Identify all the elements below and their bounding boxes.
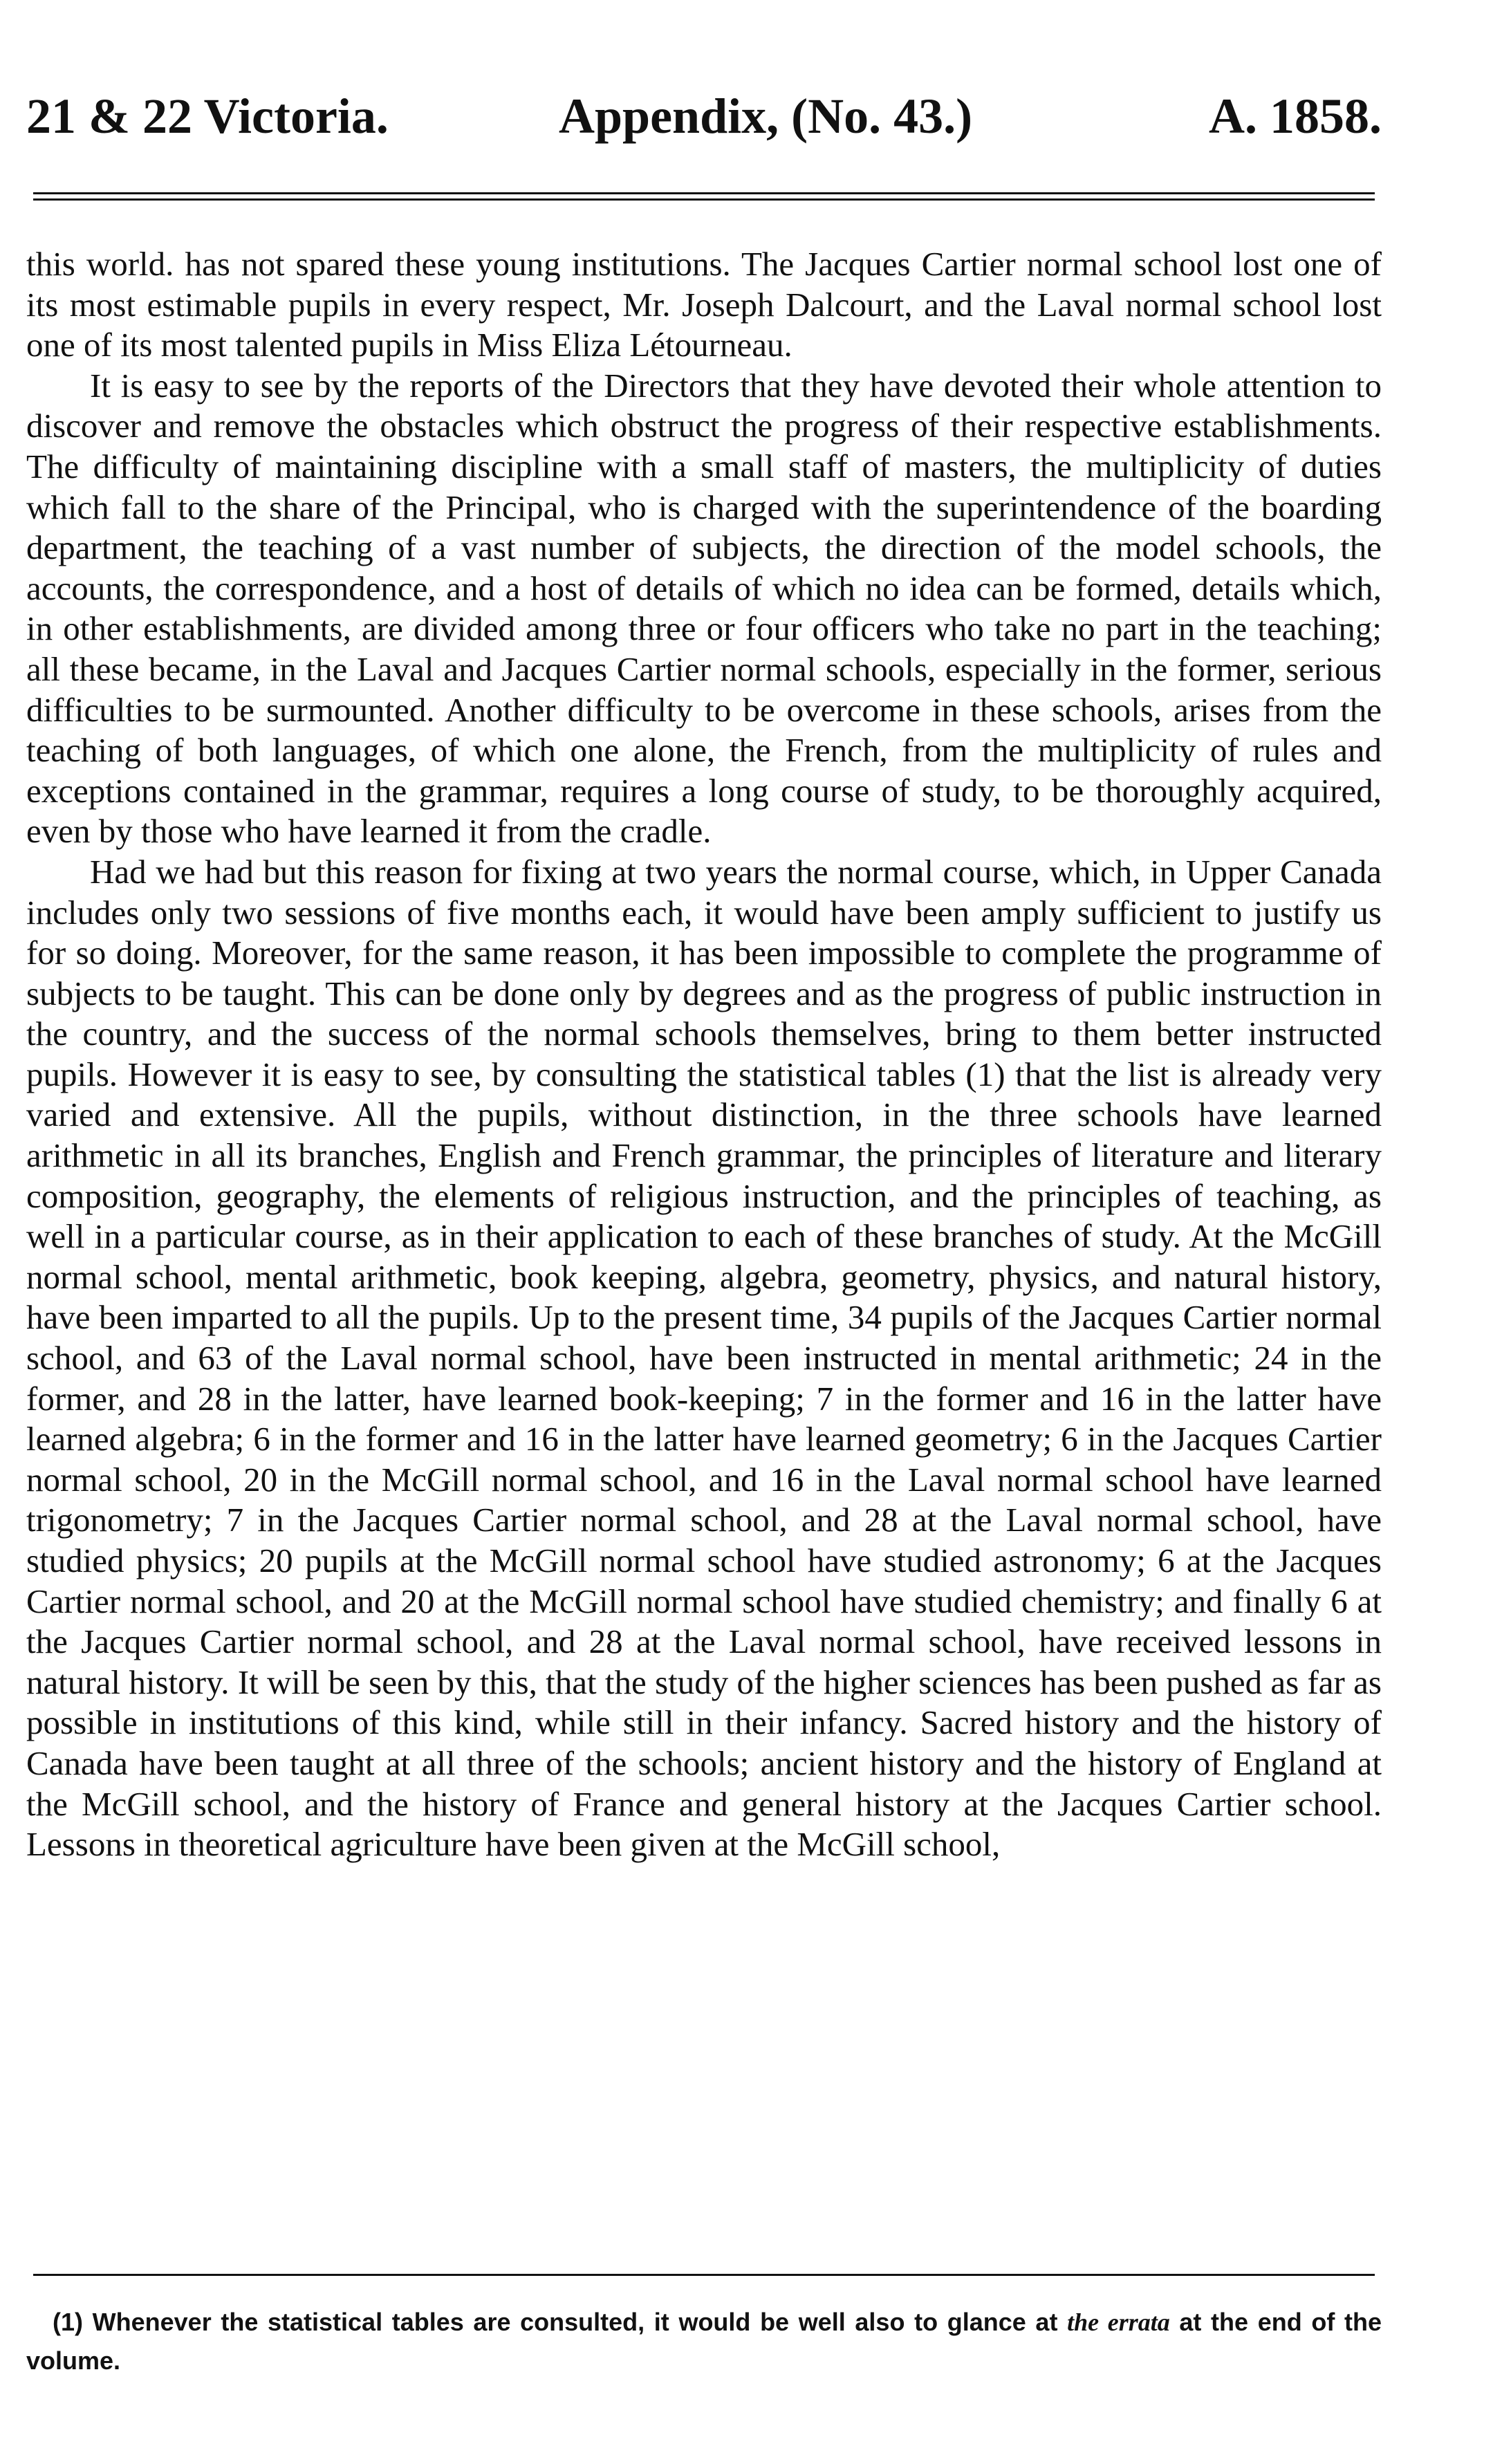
footnote-errata: the errata	[1067, 2308, 1170, 2336]
running-header	[26, 82, 1382, 151]
footnote-text-end: at the end of the volume.	[26, 2308, 1382, 2375]
paragraph-continuation: this world. has not spared these young institutions. The Jacques Cartier normal school lost one of its most estimable pupils in every respect, Mr. Joseph Dalcourt, and the Laval normal school lost one of its most talented pupils in Miss Eliza Létourneau.	[26, 245, 1382, 364]
footnote-text: (1) Whenever the statistical tables are consulted, it would be well also to glance at	[53, 2308, 1068, 2336]
header-appendix: Appendix, (No. 43.)	[559, 89, 973, 144]
header-double-rule	[33, 192, 1375, 201]
footnote	[26, 2303, 1382, 2380]
paragraph-normal-course: Had we had but this reason for fixing at two years the normal course, which, in Upper Canada includes only two sessions of five months each, it would have been amply sufficient to justify us for so doing. Moreover, for the same reason, it has been impossible to complete the programme of subjects to be taught. This can be done only by degrees and as the progress of public instruction in the country, and the success of the normal schools themselves, bring to them better instructed pupils. However it is easy to see, by consulting the statistical tables (1) that the list is already very varied and extensive. All the pupils, without distinction, in the three schools have learned arithmetic in all its branches, English and French grammar, the principles of literature and literary composition, geography, the elements of religious instruction, and the principles of teaching, as well in a particular course, as in their application to each of these branches of study. At the McGill normal school, mental arithmetic, book keeping, algebra, geometry, physics, and natural history, have been imparted to all the pupils. Up to the present time, 34 pupils of the Jacques Cartier normal school, and 63 of the Laval normal school, have been instructed in mental arithmetic; 24 in the former, and 28 in the latter, have learned book-keeping; 7 in the former and 16 in the latter have learned algebra; 6 in the former and 16 in the latter have learned geometry; 6 in the Jacques Cartier normal school, 20 in the McGill normal school, and 16 in the Laval normal school have learned trigonometry; 7 in the Jacques Cartier normal school, and 28 at the Laval normal school, have studied physics; 20 pupils at the McGill normal school have studied astronomy; 6 at the Jacques Cartier normal school, and 20 at the McGill normal school have studied chemistry; and finally 6 at the Jacques Cartier normal school, and 28 at the Laval normal school, have received lessons in natural history. It will be seen by this, that the study of the higher sciences has been pushed as far as possible in institutions of this kind, while still in their infancy. Sacred history and the history of Canada have been taught at all three of the schools; ancient history and the history of England at the McGill school, and the history of France and general history at the Jacques Cartier school. Lessons in theoretical agriculture have been given at the McGill school,	[26, 852, 1382, 1864]
header-session: 21 & 22 Victoria.	[26, 89, 389, 144]
footnote-rule	[33, 2274, 1375, 2276]
header-year: A. 1858.	[1209, 89, 1382, 144]
paragraph-directors-reports: It is easy to see by the reports of the Directors that they have devoted their whole attention to discover and remove the obstacles which obstruct the progress of their respective establishments. The difficulty of maintaining discipline with a small staff of masters, the multiplicity of duties which fall to the share of the Principal, who is charged with the superintendence of the boarding department, the teaching of a vast number of subjects, the direction of the model schools, the accounts, the correspondence, and a host of details of which no idea can be formed, details which, in other establishments, are divided among three or four officers who take no part in the teaching; all these became, in the Laval and Jacques Cartier normal schools, especially in the former, serious difficulties to be surmounted. Another difficulty to be overcome in these schools, arises from the teaching of both languages, of which one alone, the French, from the multiplicity of rules and exceptions contained in the grammar, requires a long course of study, to be thoroughly acquired, even by those who have learned it from the cradle.	[26, 366, 1382, 851]
body-text	[26, 244, 1382, 1865]
